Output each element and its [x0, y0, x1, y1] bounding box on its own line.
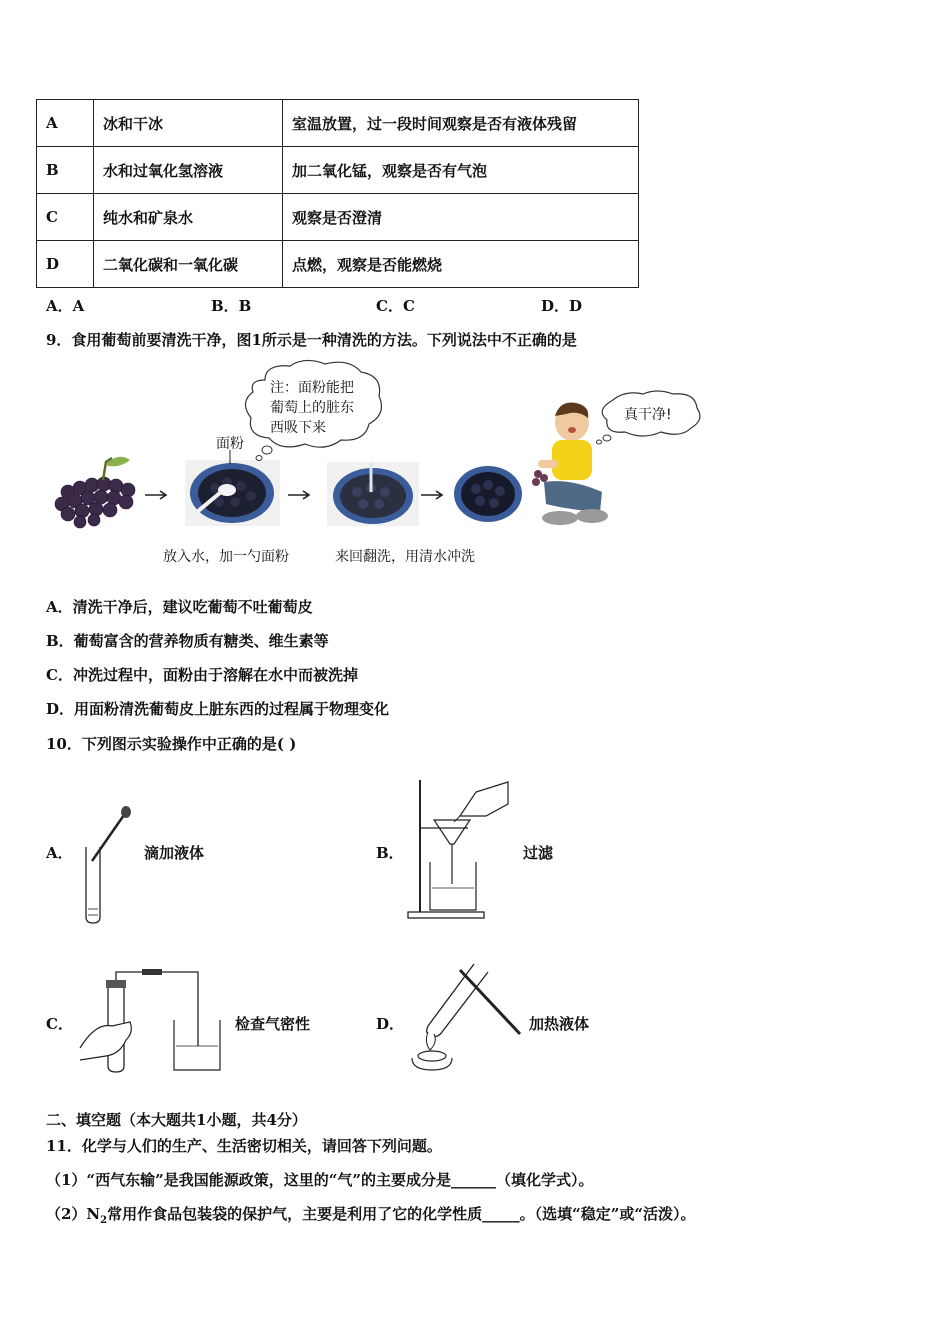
heating-liquid-diagram	[404, 956, 524, 1076]
row-items: 冰和干冰	[94, 100, 283, 147]
arrow-icon	[145, 490, 171, 500]
q11-part2-pre: （2）N	[46, 1205, 101, 1223]
row-method: 室温放置，过一段时间观察是否有液体残留	[283, 100, 639, 147]
row-method: 点燃，观察是否能燃烧	[283, 241, 639, 288]
bubble1-text	[270, 378, 354, 438]
q10-option-b-label: 过滤	[523, 844, 554, 862]
q9-option-a[interactable]: A．清洗干净后，建议吃葡萄不吐葡萄皮	[46, 598, 313, 616]
table-row	[37, 241, 639, 288]
q9-option-d[interactable]: D．用面粉清洗葡萄皮上脏东西的过程属于物理变化	[46, 700, 390, 718]
q11-stem: 11．化学与人们的生产、生活密切相关，请回答下列问题。	[46, 1137, 442, 1155]
q8-option-a[interactable]: A．A	[46, 297, 85, 315]
dropper-tube-diagram	[78, 805, 138, 927]
row-key: B	[37, 147, 94, 194]
q10-option-c-label: 检查气密性	[235, 1015, 311, 1033]
bubble1-line: 葡萄上的脏东	[270, 400, 354, 416]
table-row	[37, 147, 639, 194]
caption-1: 放入水，加一勺面粉	[163, 549, 289, 565]
arrow-icon	[421, 490, 447, 500]
q8-option-b[interactable]: B．B	[211, 297, 252, 315]
section2-title: 二、填空题（本大题共1小题，共4分）	[46, 1111, 307, 1129]
filtration-diagram	[404, 776, 514, 922]
row-items: 二氧化碳和一氧化碳	[94, 241, 283, 288]
q10-stem: 10．下列图示实验操作中正确的是( )	[46, 735, 297, 753]
q10-option-d-label: 加热液体	[529, 1015, 590, 1033]
q10-option-a-label: 滴加液体	[144, 844, 205, 862]
row-items: 水和过氧化氢溶液	[94, 147, 283, 194]
flour-label: 面粉	[216, 436, 244, 452]
q10-option-c-letter[interactable]: C．	[46, 1015, 73, 1033]
row-key: C	[37, 194, 94, 241]
bubble1-line: 注：面粉能把	[270, 380, 354, 396]
q9-option-c[interactable]: C．冲洗过程中，面粉由于溶解在水中而被洗掉	[46, 666, 358, 684]
options-table	[36, 99, 639, 288]
pot-rinse-image	[327, 462, 419, 526]
q10-option-a-letter[interactable]: A．	[46, 844, 73, 862]
caption-2: 来回翻洗，用清水冲洗	[335, 549, 475, 565]
arrow-icon	[288, 490, 314, 500]
q11-part1: （1）“西气东输”是我国能源政策，这里的“气”的主要成分是______（填化学式）。	[46, 1171, 594, 1189]
row-items: 纯水和矿泉水	[94, 194, 283, 241]
q11-part2-post: 常用作食品包装袋的保护气，主要是利用了它的化学性质_____。（选填“稳定”或“活泼）。	[107, 1205, 696, 1223]
q9-option-b[interactable]: B．葡萄富含的营养物质有糖类、维生素等	[46, 632, 329, 650]
bubble2-text: 真干净!	[624, 407, 672, 423]
row-method: 加二氧化锰，观察是否有气泡	[283, 147, 639, 194]
q8-option-d[interactable]: D．D	[541, 297, 583, 315]
q8-option-c[interactable]: C．C	[376, 297, 415, 315]
row-key: A	[37, 100, 94, 147]
pot-clean-image	[452, 463, 524, 525]
pot-with-flour-image	[185, 460, 280, 526]
row-key: D	[37, 241, 94, 288]
row-method: 观察是否澄清	[283, 194, 639, 241]
airtight-check-diagram	[76, 966, 226, 1076]
q10-option-b-letter[interactable]: B．	[376, 844, 404, 862]
table-row	[37, 100, 639, 147]
grapes-image	[48, 452, 143, 527]
table-row	[37, 194, 639, 241]
q9-figure	[40, 360, 720, 575]
q10-option-d-letter[interactable]: D．	[376, 1015, 405, 1033]
q9-stem: 9．食用葡萄前要清洗干净，图1所示是一种清洗的方法。下列说法中不正确的是	[46, 331, 577, 349]
pointer-line	[228, 450, 232, 464]
q11-part2-sub: 2	[100, 1215, 108, 1226]
q11-part2	[46, 1203, 696, 1226]
bubble1-line: 西吸下来	[270, 420, 326, 436]
